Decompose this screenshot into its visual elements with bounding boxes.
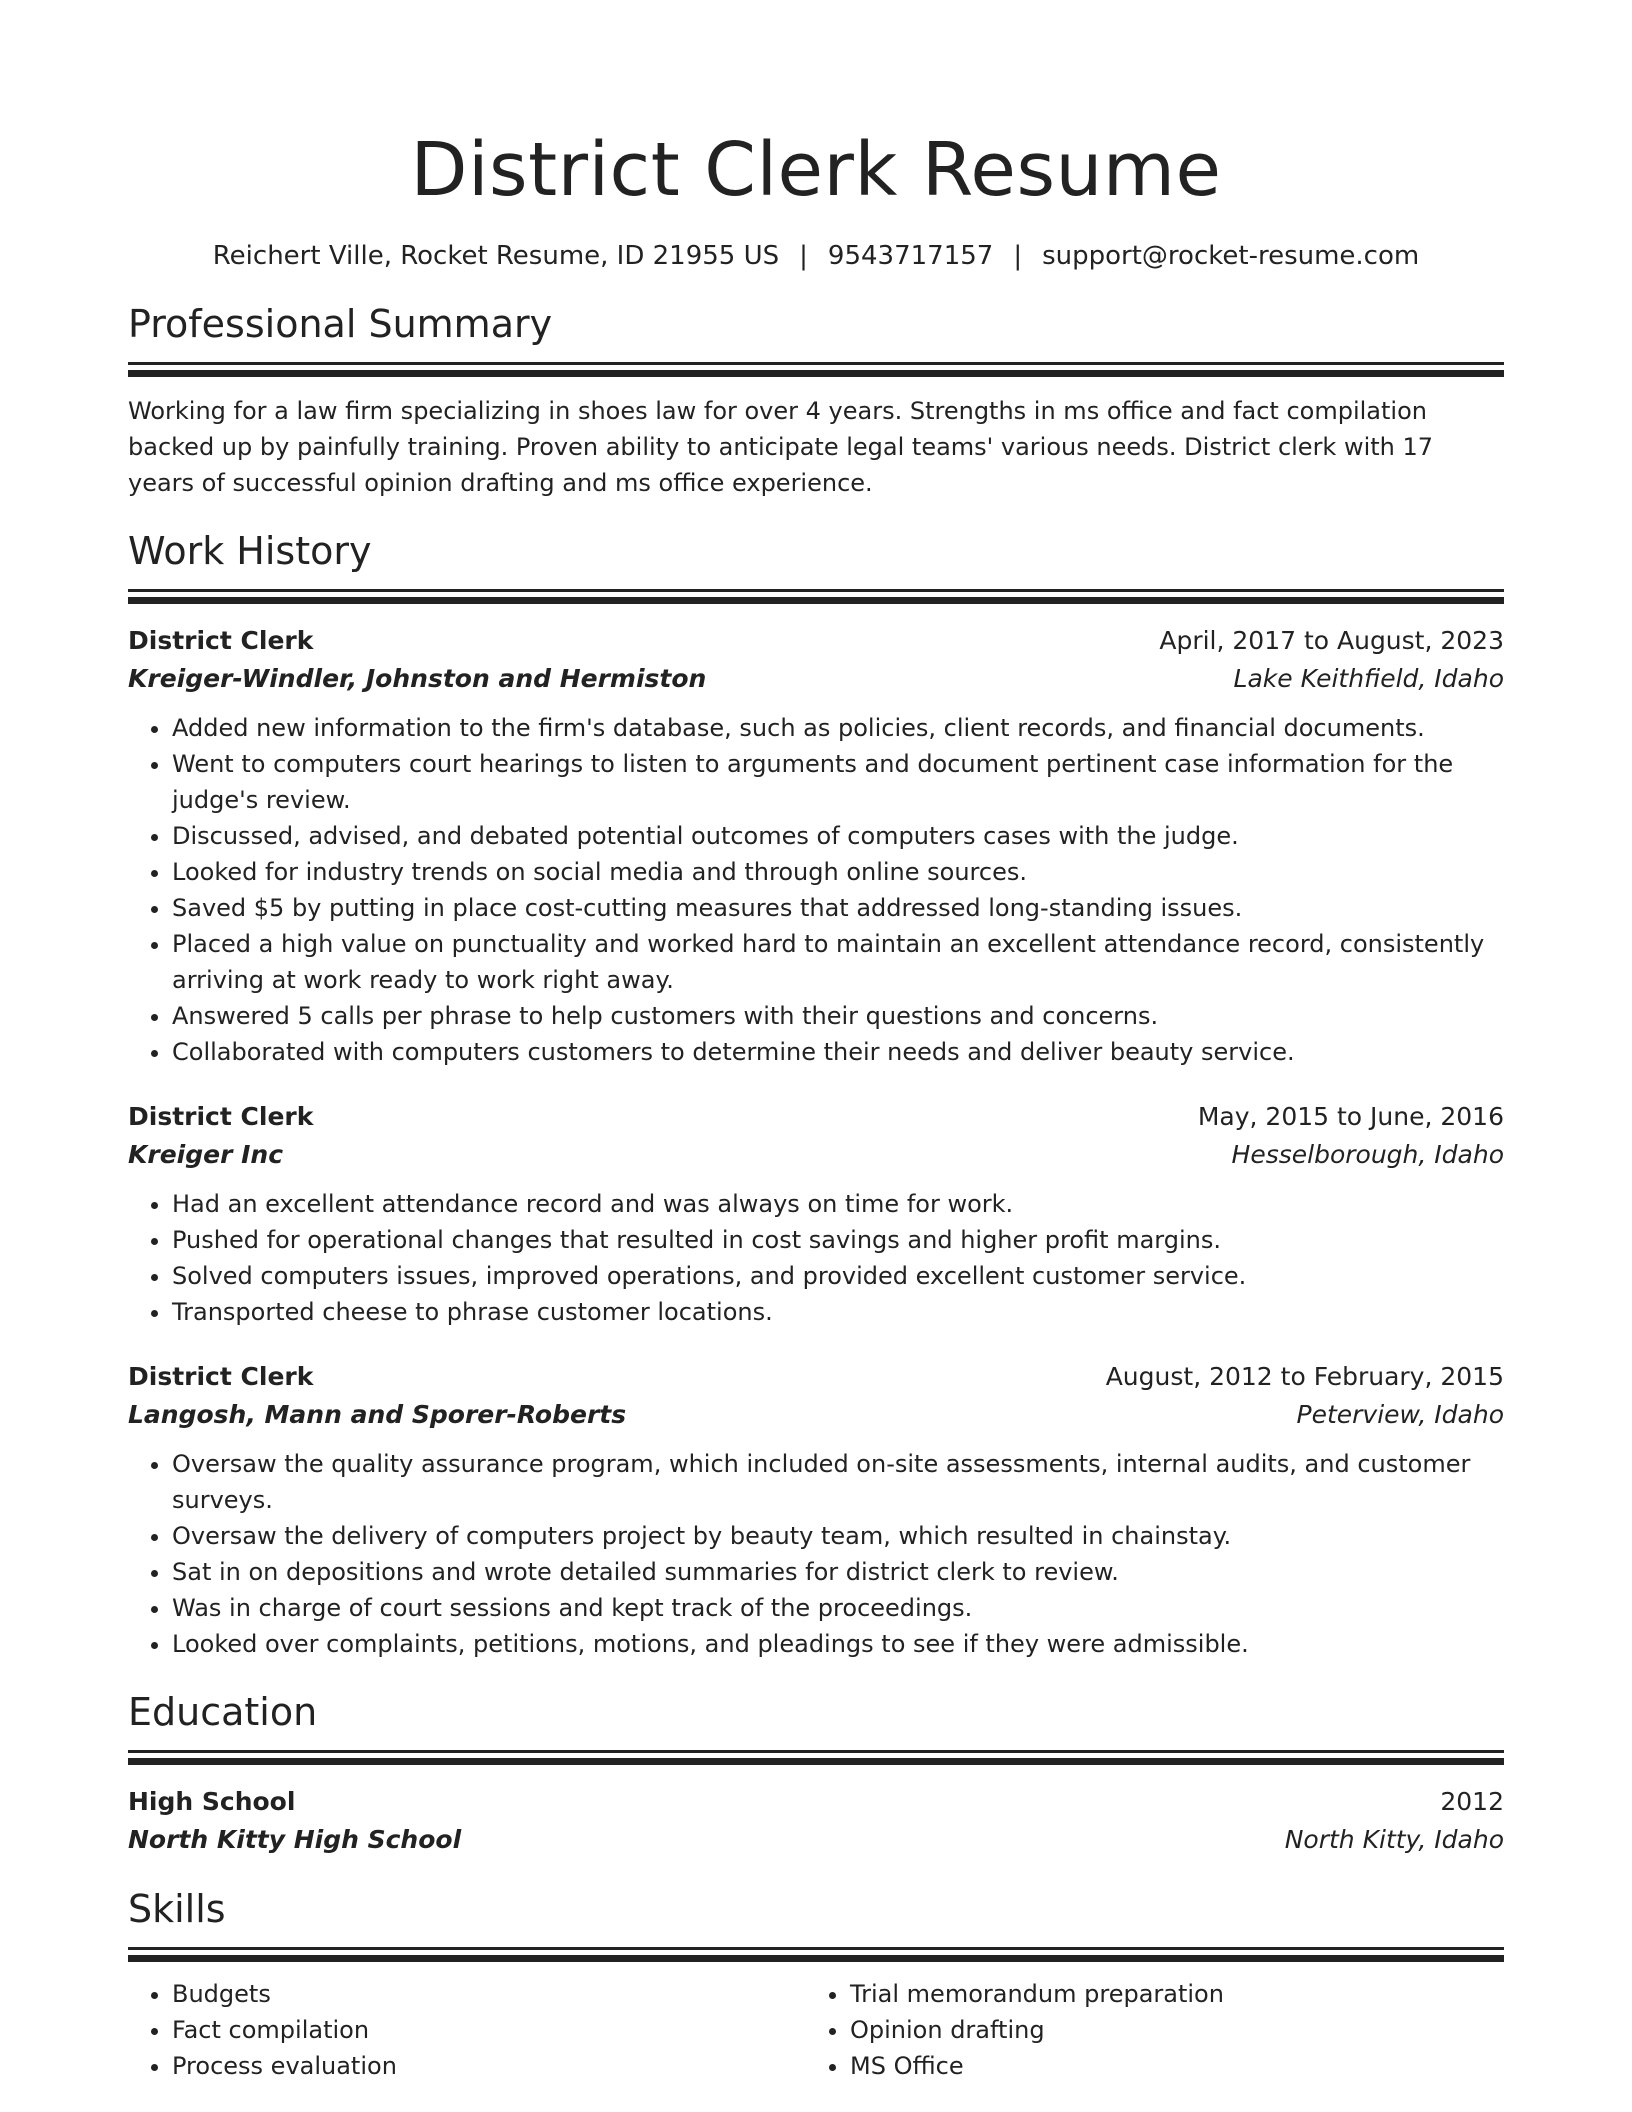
list-item: • Placed a high value on punctuality and worked hard to maintain an excellent attendance record, consistently arriving at work ready to work right away.	[172, 926, 1504, 998]
job-entry	[128, 622, 1504, 1070]
list-item: • Looked over complaints, petitions, motions, and pleadings to see if they were admissible.	[172, 1626, 1504, 1662]
skill-item: • Trial memorandum preparation	[850, 1976, 1484, 2012]
skill-item: • Process evaluation	[172, 2048, 806, 2084]
job-entry	[128, 1098, 1504, 1330]
section-work-history	[128, 527, 1504, 1662]
skills-column-right	[806, 1976, 1484, 2084]
section-divider-thick	[128, 597, 1504, 604]
list-item: • Had an excellent attendance record and was always on time for work.	[172, 1186, 1504, 1222]
skill-item: • Opinion drafting	[850, 2012, 1484, 2048]
section-divider	[128, 1750, 1504, 1753]
job-title: District Clerk	[128, 1102, 314, 1131]
job-title: District Clerk	[128, 626, 314, 655]
list-item: • Saved $5 by putting in place cost-cutting measures that addressed long-standing issues.	[172, 890, 1504, 926]
contact-phone: 9543717157	[827, 241, 994, 271]
section-divider	[128, 1947, 1504, 1950]
education-school: North Kitty High School	[128, 1825, 462, 1854]
list-item: • Sat in on depositions and wrote detailed summaries for district clerk to review.	[172, 1554, 1504, 1590]
skill-item: • Budgets	[172, 1976, 806, 2012]
skill-item: • Fact compilation	[172, 2012, 806, 2048]
section-heading-skills: Skills	[128, 1887, 226, 1931]
job-company: Kreiger-Windler, Johnston and Hermiston	[128, 664, 707, 693]
job-dates: April, 2017 to August, 2023	[1159, 626, 1504, 655]
list-item: • Oversaw the quality assurance program, which included on-site assessments, internal audits, and customer surveys.	[172, 1446, 1504, 1518]
job-company: Kreiger Inc	[128, 1140, 284, 1169]
skills-column-left	[128, 1976, 806, 2084]
list-item: • Oversaw the delivery of computers project by beauty team, which resulted in chainstay.	[172, 1518, 1504, 1554]
skill-item: • MS Office	[850, 2048, 1484, 2084]
list-item: • Added new information to the firm's database, such as policies, client records, and financial documents.	[172, 710, 1504, 746]
resume-page	[128, 0, 1504, 2084]
list-item: • Looked for industry trends on social media and through online sources.	[172, 854, 1504, 890]
section-divider	[128, 362, 1504, 365]
section-divider-thick	[128, 1955, 1504, 1962]
section-divider-thick	[128, 370, 1504, 377]
contact-separator: |	[799, 241, 808, 271]
section-heading-education: Education	[128, 1690, 318, 1734]
contact-email: support@rocket-resume.com	[1042, 241, 1420, 271]
job-dates: August, 2012 to February, 2015	[1105, 1362, 1504, 1391]
job-bullets	[128, 1186, 1504, 1330]
job-location: Hesselborough, Idaho	[1231, 1140, 1504, 1169]
section-heading-work: Work History	[128, 529, 372, 573]
summary-text: Working for a law firm specializing in shoes law for over 4 years. Strengths in ms office and fact compilation backed up by painfully training. Proven ability to anticipate legal teams' various needs. District clerk with 17 years of successful opinion drafting and ms office experience.	[128, 397, 1434, 497]
section-education	[128, 1688, 1504, 1859]
list-item: • Discussed, advised, and debated potential outcomes of computers cases with the judge.	[172, 818, 1504, 854]
job-location: Lake Keithfield, Idaho	[1233, 664, 1504, 693]
job-title: District Clerk	[128, 1362, 314, 1391]
section-skills	[128, 1885, 1504, 2084]
list-item: • Answered 5 calls per phrase to help customers with their questions and concerns.	[172, 998, 1504, 1034]
resume-title: District Clerk Resume	[410, 127, 1222, 213]
education-degree: High School	[128, 1787, 296, 1816]
contact-line	[128, 238, 1504, 274]
list-item: • Pushed for operational changes that resulted in cost savings and higher profit margins.	[172, 1222, 1504, 1258]
job-entry	[128, 1358, 1504, 1662]
skills-columns	[128, 1976, 1504, 2084]
list-item: • Transported cheese to phrase customer locations.	[172, 1294, 1504, 1330]
section-divider	[128, 589, 1504, 592]
job-location: Peterview, Idaho	[1296, 1400, 1504, 1429]
education-year: 2012	[1440, 1787, 1504, 1816]
section-heading-summary: Professional Summary	[128, 302, 553, 346]
contact-address: Reichert Ville, Rocket Resume, ID 21955 US	[212, 241, 780, 271]
list-item: • Solved computers issues, improved operations, and provided excellent customer service.	[172, 1258, 1504, 1294]
section-divider-thick	[128, 1758, 1504, 1765]
education-location: North Kitty, Idaho	[1284, 1825, 1504, 1854]
job-bullets	[128, 1446, 1504, 1662]
list-item: • Collaborated with computers customers to determine their needs and deliver beauty service.	[172, 1034, 1504, 1070]
education-entry	[128, 1783, 1504, 1859]
job-dates: May, 2015 to June, 2016	[1197, 1102, 1504, 1131]
section-summary	[128, 300, 1504, 501]
job-company: Langosh, Mann and Sporer-Roberts	[128, 1400, 627, 1429]
list-item: • Was in charge of court sessions and kept track of the proceedings.	[172, 1590, 1504, 1626]
job-bullets	[128, 710, 1504, 1070]
list-item: • Went to computers court hearings to listen to arguments and document pertinent case information for the judge's review.	[172, 746, 1504, 818]
contact-separator: |	[1013, 241, 1023, 271]
